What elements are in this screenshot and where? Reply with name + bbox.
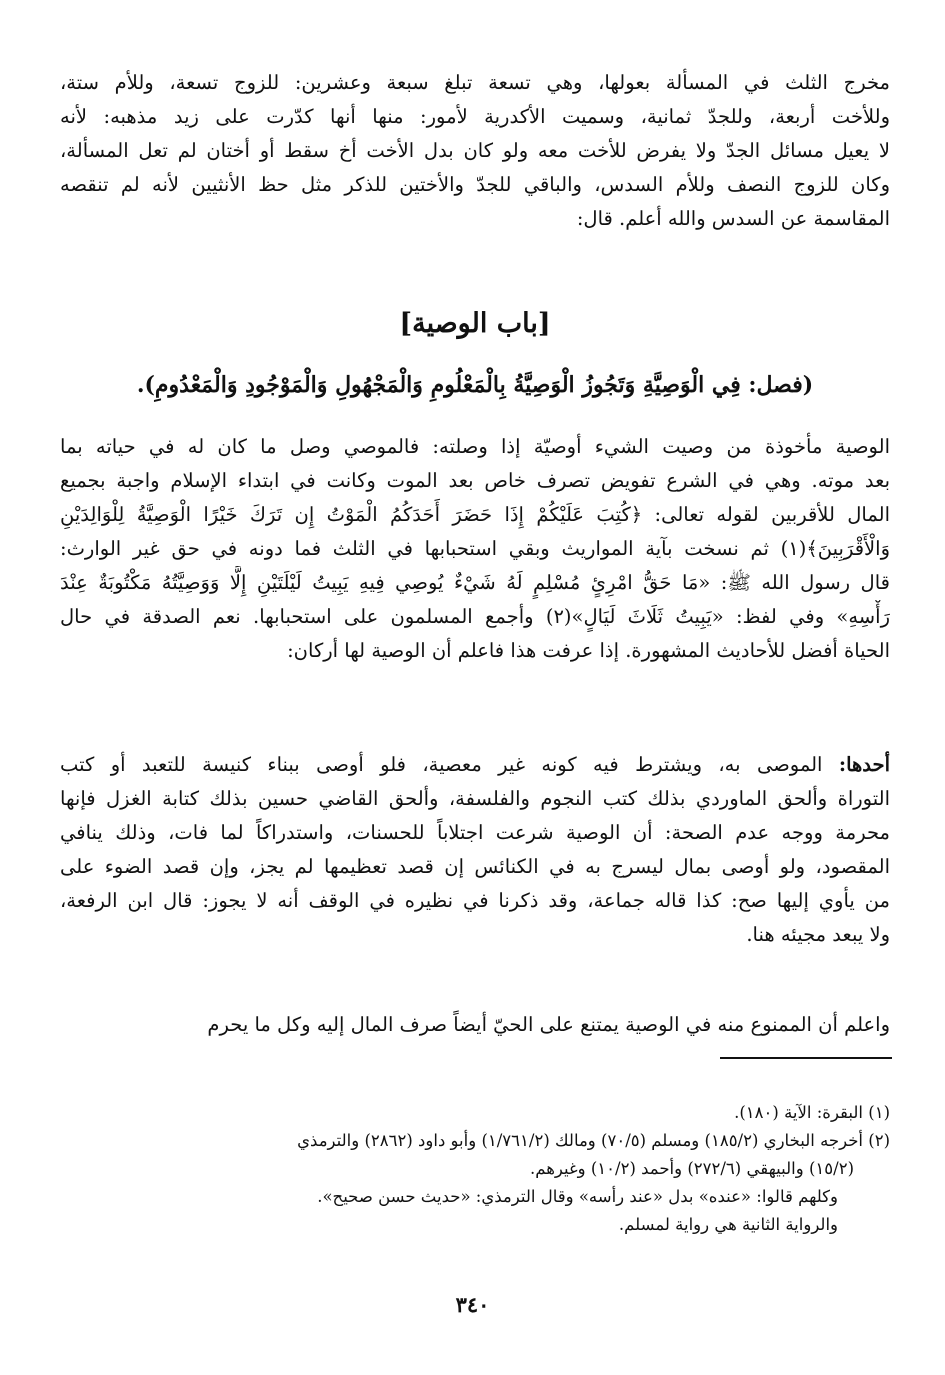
footnote-line: (١) البقرة: الآية (١٨٠).: [734, 1103, 890, 1122]
paragraph-first-pillar: [60, 748, 890, 952]
paragraph-intro: [60, 66, 890, 236]
text-line: [60, 748, 890, 782]
chapter-heading: [باب الوصية]: [399, 308, 551, 339]
footnotes: [60, 1099, 890, 1239]
footnote-line: والرواية الثانية هي رواية لمسلم.: [618, 1215, 838, 1234]
text-line: محرمة ووجه عدم الصحة: أن الوصية شرعت اجتلاباً للحسنات، واستدراكاً لما فات، وذلك ينافي: [60, 821, 890, 844]
text-line: المقاسمة عن السدس والله أعلم. قال:: [576, 207, 890, 230]
footnote-line: (١٥/٢) والبيهقي (٢٧٢/٦) وأحمد (١٠/٢) وغيرهم.: [530, 1159, 854, 1178]
text-line: وَالْأَقْرَبِينَ﴾(١) ثم نسخت بآية المواريث وبقي استحبابها في الثلث فما دونه في حق غير الوارث:: [60, 537, 890, 560]
page-number: ٣٤٠: [455, 1292, 490, 1317]
text-line: واعلم أن الممنوع منه في الوصية يمتنع على الحيّ أيضاً صرف المال إليه وكل ما يحرم: [207, 1013, 890, 1036]
footnote-line: (٢) أخرجه البخاري (١٨٥/٢) ومسلم (٧٠/٥) ومالك (١/٧٦١/٢) وأبو داود (٢٨٦٢) والترمذي: [297, 1131, 890, 1150]
text-line: قال رسول الله ﷺ: «مَا حَقُّ امْرِئٍ مُسْلِمٍ لَهُ شَيْءٌ يُوصِي فِيهِ يَبِيتُ لَيْلَتَيْنِ إِلَّا وَوَصِيَّتُهُ مَكْتُوبَةٌ عِنْدَ: [60, 571, 890, 594]
pillar-lead: أحدها:: [838, 753, 890, 776]
text-line: وكان للزوج النصف وللأم السدس، والباقي للجدّ والأختين للذكر مثل حظ الأنثيين لأنه لم تنقصه: [60, 173, 890, 196]
text-line: ولا يبعد مجيئه هنا.: [746, 923, 890, 946]
text-line: بعد موته. وهي في الشرع تفويض تصرف خاص بعد الموت وكانت في ابتداء الإسلام واجبة بجميع: [60, 469, 890, 492]
text-line: رَأْسِهِ» وفي لفظ: «يَبِيتُ ثَلَاثَ لَيَالٍ»(٢) وأجمع المسلمون على استحبابها. نعم الصدقة في حال: [60, 605, 890, 628]
text-run: الموصى به، ويشترط فيه كونه غير معصية، فلو أوصى ببناء كنيسة للتعبد أو كتب: [60, 753, 839, 776]
text-line: الحياة أفضل للأحاديث المشهورة. إذا عرفت هذا فاعلم أن الوصية لها أركان:: [287, 639, 890, 662]
section-heading: (فصل: فِي الْوَصِيَّةِ وَتَجُوزُ الْوَصِيَّةُ بِالْمَعْلُومِ وَالْمَجْهُولِ وَالْمَوْجُودِ وَالْمَعْدُومِ).: [136, 372, 814, 398]
text-line: مخرج الثلث في المسألة بعولها، وهي تسعة تبلغ سبعة وعشرين: للزوج تسعة، وللأم ستة،: [60, 71, 890, 94]
text-line: من يأوي إليها صح: كذا قاله جماعة، وقد ذكرنا في نظيره في الوقف أنه لا يجوز: قال ابن الرفعة،: [60, 889, 890, 912]
text-line: الوصية مأخوذة من وصيت الشيء أوصيّة إذا وصلته: فالموصي وصل ما كان له في حياته بما: [60, 435, 890, 458]
text-line: التوراة وألحق الماوردي بذلك كتب النجوم والفلسفة، وألحق القاضي حسين بذلك كتابة الغزل فإنها: [60, 787, 890, 810]
text-line: المقصود، ولو أوصى بمال ليسرج به في الكنائس إن قصد تعظيمها لم يجز، وإن قصد الضوء على: [60, 855, 890, 878]
text-line: المال للأقربين لقوله تعالى: ﴿كُتِبَ عَلَيْكُمْ إِذَا حَضَرَ أَحَدَكُمُ الْمَوْتُ إِن تَرَكَ خَيْرًا الْوَصِيَّةُ لِلْوَالِدَيْنِ: [60, 503, 890, 526]
text-line: وللأخت أربعة، وللجدّ ثمانية، وسميت الأكدرية لأمور: منها أنها كدّرت على زيد مذهبه: لأنه: [60, 105, 890, 128]
text-line: لا يعيل مسائل الجدّ ولا يفرض للأخت معه ولو كان بدل الأخت أخ سقط أو أختان لم تعل المسألة،: [60, 139, 890, 162]
paragraph-definition: [60, 430, 890, 668]
footnote-divider: [720, 1057, 892, 1059]
paragraph-note: [60, 1008, 890, 1042]
footnote-line: وكلهم قالوا: «عنده» بدل «عند رأسه» وقال الترمذي: «حديث حسن صحيح».: [317, 1187, 838, 1206]
